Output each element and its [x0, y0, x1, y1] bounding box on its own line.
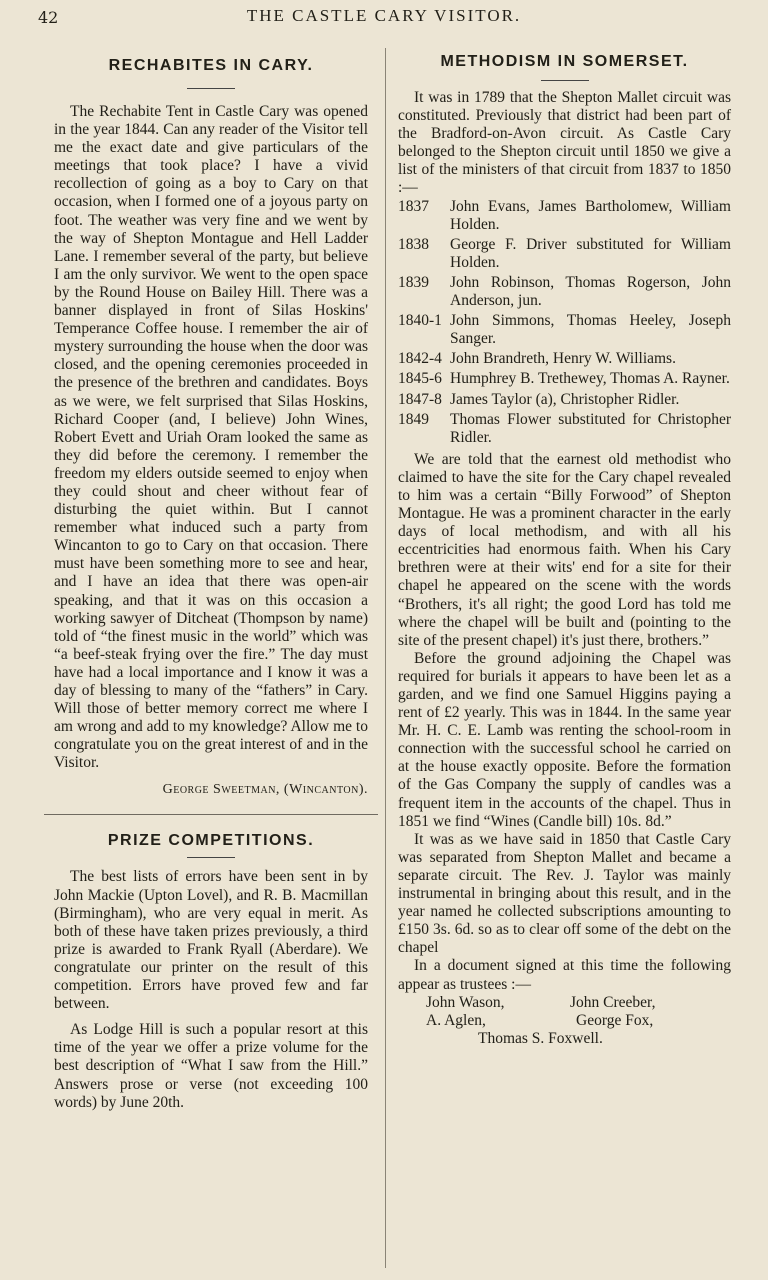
trustee-name: John Wason, [426, 993, 505, 1011]
minister-entry [398, 350, 731, 368]
minister-year: 1842-4 [398, 350, 442, 368]
minister-names: John Evans, James Bartholomew, William Holden. [450, 197, 731, 233]
methodism-intro: It was in 1789 that the Shepton Mallet circuit was constituted. Previously that district had been part of the Bradford-on-Avon circuit. As Castle Cary belonged to the Shepton circuit until 1850 we give a list of the ministers of that circuit from 1837 to 1850 :— [398, 89, 731, 197]
section-divider [44, 814, 378, 815]
minister-entry [398, 274, 731, 310]
trustee-name: Thomas S. Foxwell. [478, 1029, 603, 1047]
minister-names: James Taylor (a), Christopher Ridler. [450, 390, 680, 408]
minister-names: John Robinson, Thomas Rogerson, John Anderson, jun. [450, 273, 731, 310]
right-column [398, 50, 731, 1050]
minister-entry [398, 391, 731, 409]
minister-names: Humphrey B. Trethewey, Thomas A. Rayner. [450, 370, 730, 388]
minister-entry [398, 370, 731, 388]
prize-heading: PRIZE COMPETITIONS. [107, 832, 315, 850]
trustees-list [398, 994, 731, 1050]
ground-para: Before the ground adjoining the Chapel was required for burials it appears to have been let as a garden, and we find one Samuel Higgins paying a rent of £2 yearly. This was in 1844. In the same year Mr. H. C. E. Lamb was renting the school-room in connection with the successful school he carried on at the house exactly opposite. Before the formation of the Gas Company the supply of candles was a frequent item in the accounts of the chapel. Thus in 1851 we find “Wines (Candle bill) 10s. 8d.” [398, 649, 731, 830]
minister-year: 1849 [398, 410, 429, 428]
heading-rule [541, 80, 589, 81]
circuit-1850-para: It was as we have said in 1850 that Castle Cary was separated from Shepton Mallet and became a separate circuit. The Rev. J. Taylor was mainly instrumental in bringing about this result, and in the year named he collected subscriptions amounting to £150 3s. 6d. so as to clear off some of the debt on the chapel [398, 830, 731, 957]
minister-names: George F. Driver substituted for William Holden. [450, 235, 731, 271]
minister-entry [398, 411, 731, 447]
minister-year: 1847-8 [398, 390, 442, 408]
prize-para-2: As Lodge Hill is such a popular resort at this time of the year we offer a prize volume for the best description of “What I saw from the Hill.” Answers prose or verse (not exceeding 100 words) by June 20th. [54, 1021, 368, 1111]
page-number: 42 [38, 8, 59, 27]
trustees-intro: In a document signed at this time the following appear as trustees :— [398, 957, 731, 993]
methodism-heading: METHODISM IN SOMERSET. [440, 53, 689, 70]
methodism-article-cont [398, 451, 731, 994]
minister-names: Thomas Flower substituted for Christopher Ridler. [450, 410, 731, 446]
rechabites-signature: George Sweetman, (Wincanton). [162, 782, 368, 798]
minister-year: 1839 [398, 273, 429, 291]
ministers-list [398, 198, 731, 447]
minister-year: 1840-1 [398, 312, 442, 330]
minister-year: 1845-6 [398, 370, 442, 388]
methodism-article [398, 89, 731, 198]
prize-para-1: The best lists of errors have been sent in by John Mackie (Upton Lovel), and R. B. Macmillan (Birmingham), who are very equal in merit. As both of these have taken prizes previously, a third prize is awarded to Frank Ryall (Aberdare). We congratulate our printer on the result of this competition. Errors have proved few and far between. [54, 868, 368, 1013]
minister-names: John Brandreth, Henry W. Williams. [450, 350, 676, 368]
minister-names: John Simmons, Thomas Heeley, Joseph Sanger. [450, 312, 731, 348]
forwood-para: We are told that the earnest old methodist who claimed to have the site for the Cary chapel revealed to him was a certain “Billy Forwood” of Shepton Montague. He was a prominent character in the early days of local methodism, and with all his eccentricities had enormous faith. When his Cary brethren were at their wits' end for a site for their chapel he appeared on the scene with the words “Brothers, it's all right; the good Lord has told me where the chapel will be built and (pointing to the site of the present chapel) it's just there, brothers.” [398, 450, 731, 649]
minister-entry [398, 236, 731, 272]
minister-year: 1837 [398, 197, 429, 215]
trustee-name: John Creeber, [570, 993, 656, 1011]
rechabites-article [54, 103, 368, 772]
rechabites-heading: RECHABITES IN CARY. [108, 57, 314, 74]
prize-article [54, 868, 368, 1111]
trustee-name: George Fox, [576, 1011, 654, 1029]
rechabites-body: The Rechabite Tent in Castle Cary was opened in the year 1844. Can any reader of the Visitor tell me the exact date and give particulars of the meetings that took place? I have a vivid recollection of going as a boy to Cary on that occasion, when I formed one of a joyous party on foot. The weather was very fine and we went by the way of Shepton Montague and Hell Ladder Lane. I remember several of the party, but believe I am the only survivor. We went to the open space by the Round House on Bailey Hill. There was a banner displayed in front of Silas Hoskins' Temperance Coffee house. I remember the air of mystery surrounding the house when the door was closed, and the opening ceremonies proceeded in the presence of the brethren and candidates. Boys as we were, we felt surprised that Silas Hoskins, Richard Cooper (and, I believe) John Wines, Robert Evett and Uriah Oram looked the same as they did before the ceremony. I remember the freedom my elders outside seemed to enjoy when they could shout and cheer without fear of disturbing the quiet within. But I cannot remember what induced such a party from Wincanton to go to Cary on that occasion. There must have been something more to see and hear, and I have an idea that there was open-air speaking, and that it was on this occasion a working sawyer of Ditcheat (Thompson by name) told of “the finest music in the world” which was “a beef-steak frying over the fire.” The day must have had a local importance and I know it was a day of blessing to many of the “fathers” in Cary. Will those of better memory correct me where I am wrong and add to my knowledge? Allow me to congratulate you on the great interest of and in the Visitor. [54, 103, 368, 772]
minister-entry [398, 198, 731, 234]
left-column [54, 50, 368, 1112]
trustee-name: A. Aglen, [426, 1011, 486, 1029]
minister-entry [398, 312, 731, 348]
running-head: THE CASTLE CARY VISITOR. [246, 6, 522, 25]
heading-rule [187, 88, 235, 89]
minister-year: 1838 [398, 235, 429, 253]
heading-rule [187, 857, 235, 858]
column-divider [385, 48, 386, 1268]
